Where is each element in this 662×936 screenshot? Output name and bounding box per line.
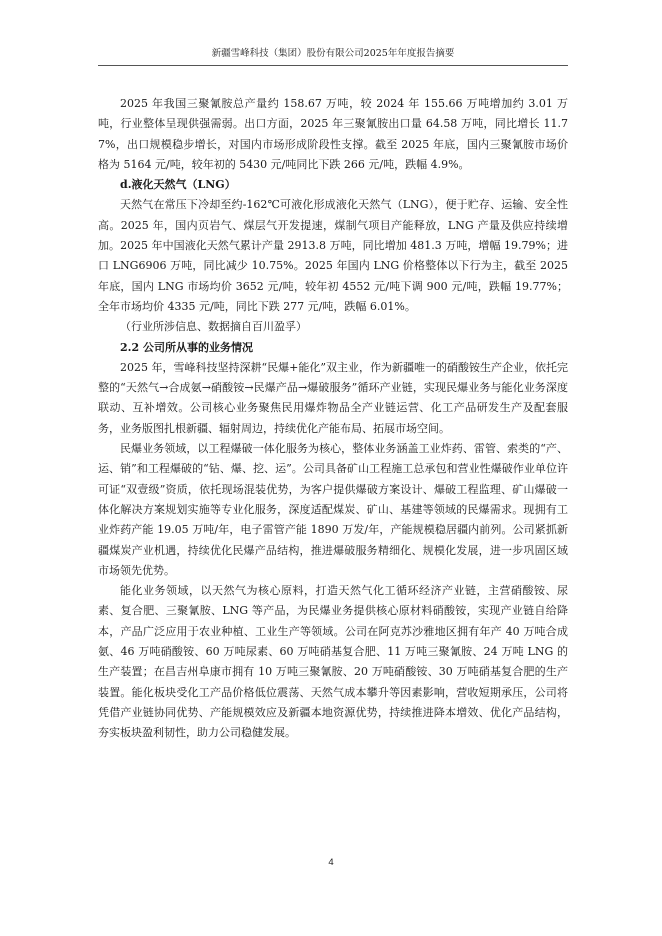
paragraph-explosives-business: 民爆业务领域，以工程爆破一体化服务为核心，整体业务涵盖工业炸药、雷管、索类的“产、运、销”和工程爆破的“钻、爆、挖、运”。公司具备矿山工程施工总承包和营业性爆破作业单位许可证“双壹级”资质，依托现场混装优势，为客户提供爆破方案设计、爆破工程监理、矿山爆破一体化解决方案规划实施等专业化服务，深度适配煤炭、矿山、基建等领域的民爆需求。现拥有工业炸药产能 19.05 万吨/年，电子雷管产能 1890 万发/年，产能规模稳居疆内前列。公司紧抓新疆煤炭产业机遇，持续优化民爆产品结构，推进爆破服务精细化、规模化发展，进一步巩固区域市场领先优势。 [98,442,568,577]
heading-lng: d.液化天然气（LNG） [120,178,236,192]
page-number: 4 [328,857,334,868]
document-body [98,94,568,744]
paragraph-melamine-market: 2025 年我国三聚氰胺总产量约 158.67 万吨，较 2024 年 155.66 万吨增加约 3.01 万吨，行业整体呈现供强需弱。出口方面，2025 年三聚氰胺出口量 64.58 万吨，同比增长 11.77%，出口规模稳步增长，对国内市场形成阶段性支撑。截至 2025 年底，国内三聚氰胺市场价格为 5164 元/吨，较年初的 5430 元/吨同比下跌 266 元/吨，跌幅 4.9%。 [98,97,568,171]
paragraph-lng-market: 天然气在常压下冷却至约-162℃可液化形成液化天然气（LNG），便于贮存、运输、安全性高。2025 年，国内页岩气、煤层气开发提速，煤制气项目产能释放，LNG 产量及供应持续增加。2025 年中国液化天然气累计产量 2913.8 万吨，同比增加 481.3 万吨，增幅 19.79%；进口 LNG6906 万吨，同比减少 10.75%。2025 年国内 LNG 价格整体以下行为主，截至 2025 年底，国内 LNG 市场均价 3652 元/吨，较年初 4552 元/吨下调 900 元/吨，跌幅 19.77%；全年市场均价 4335 元/吨，同比下跌 277 元/吨，跌幅 6.01%。 [98,198,568,313]
source-note: （行业所涉信息、数据摘自百川盈孚） [120,320,307,334]
paragraph-chemical-business: 能化业务领域，以天然气为核心原料，打造天然气化工循环经济产业链，主营硝酸铵、尿素、复合肥、三聚氰胺、LNG 等产品，为民爆业务提供核心原材料硝酸铵，实现产业链自给降本，产品广泛应用于农业种植、工业生产等领域。公司在阿克苏沙雅地区拥有年产 40 万吨合成氨、46 万吨硝酸铵、60 万吨尿素、60 万吨硝基复合肥、11 万吨三聚氰胺、24 万吨 LNG 的生产装置；在昌吉州阜康市拥有 10 万吨三聚氰胺、20 万吨硝酸铵、30 万吨硝基复合肥的生产装置。能化板块受化工产品价格低位震荡、天然气成本攀升等因素影响，营收短期承压，公司将凭借产业链协同优势、产能规模效应及新疆本地资源优势，持续推进降本增效、优化产品结构，夯实板块盈利韧性，助力公司稳健发展。 [98,584,568,740]
page-header: 新疆雪峰科技（集团）股份有限公司2025年年度报告摘要 [211,48,455,59]
paragraph-business-overview: 2025 年，雪峰科技坚持深耕“民爆+能化”双主业，作为新疆唯一的硝酸铵生产企业，依托完整的“天然气→合成氨→硝酸铵→民爆产品→爆破服务”循环产业链，实现民爆业务与能化业务深度联动、互补增效。公司核心业务聚焦民用爆炸物品全产业链运营、化工产品研发生产及配套服务，业务版图扎根新疆、辐射周边，持续优化产能布局、拓展市场空间。 [98,360,568,435]
section-heading-business: 2.2 公司所从事的业务情况 [120,340,253,354]
header-divider [98,65,568,66]
